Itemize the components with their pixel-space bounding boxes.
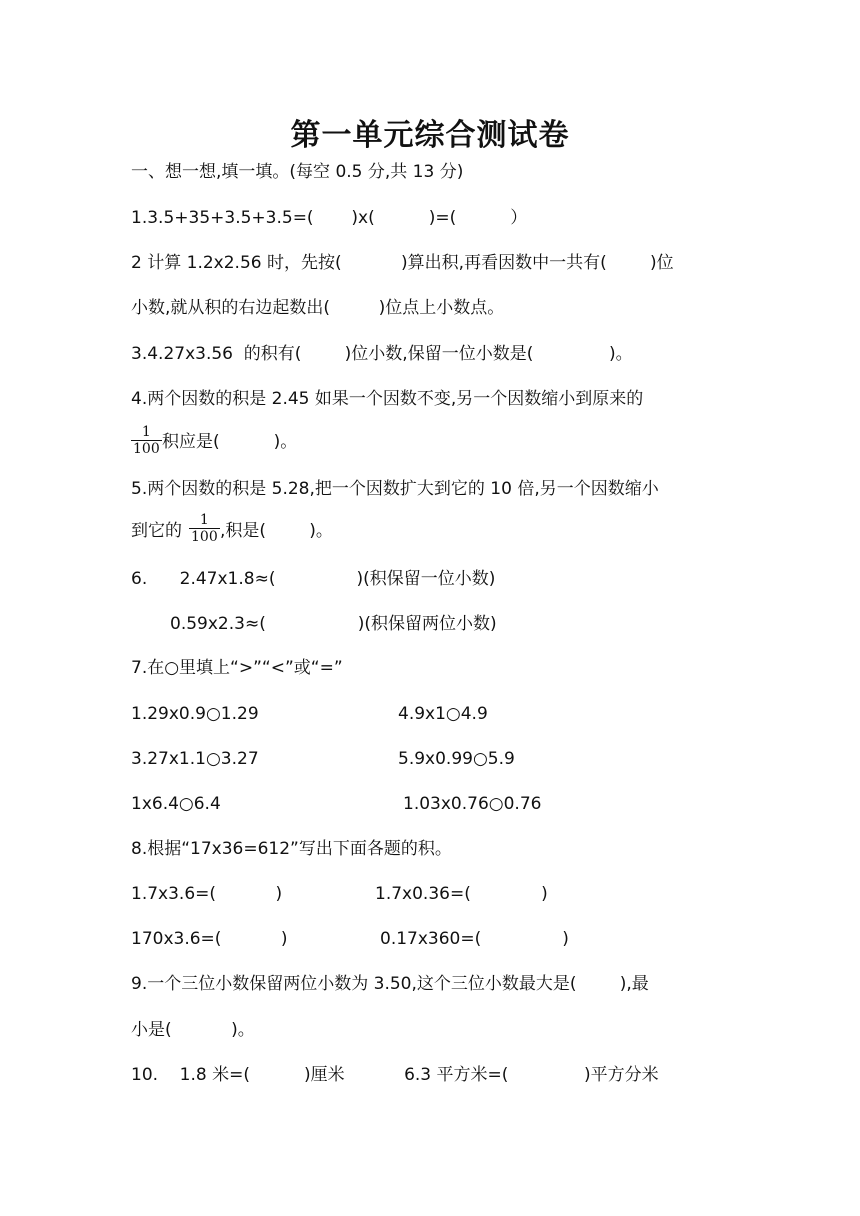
compare-item: 1x6.4○6.4: [131, 794, 221, 814]
fraction-denominator: 100: [133, 441, 160, 457]
product-item: 0.17x360=( ): [380, 929, 569, 949]
fraction-numerator: 1: [141, 424, 151, 440]
page-title: 第一单元综合测试卷: [290, 118, 570, 153]
product-item: 1.7x3.6=( ): [131, 884, 283, 904]
compare-item: 5.9x0.99○5.9: [398, 749, 515, 769]
question-2-line-2: 小数,就从积的右边起数出( )位点上小数点。: [131, 298, 505, 318]
question-6-line-2: 0.59x2.3≈( )(积保留两位小数): [170, 614, 497, 634]
question-5-line-2-start: 到它的: [131, 521, 182, 541]
question-5-line-2-end: ,积是( )。: [220, 521, 333, 541]
compare-item: 3.27x1.1○3.27: [131, 749, 259, 769]
product-item: 170x3.6=( ): [131, 929, 288, 949]
compare-item: 4.9x1○4.9: [398, 704, 488, 724]
question-7: 7.在○里填上“>”“<”或“=”: [131, 658, 343, 678]
compare-item: 1.03x0.76○0.76: [403, 794, 542, 814]
product-item: 1.7x0.36=( ): [375, 884, 548, 904]
fraction-numerator: 1: [199, 512, 209, 528]
question-3: 3.4.27x3.56 的积有( )位小数,保留一位小数是( )。: [131, 344, 633, 364]
compare-item: 1.29x0.9○1.29: [131, 704, 259, 724]
question-9-line-2: 小是( )。: [131, 1020, 255, 1040]
question-4-line-2: 积应是( )。: [162, 432, 298, 452]
fraction-one-hundredth: [131, 424, 162, 457]
question-1: 1.3.5+35+3.5+3.5=( )x( )=( ）: [131, 208, 528, 228]
question-8: 8.根据“17x36=612”写出下面各题的积。: [131, 839, 452, 859]
question-9-line-1: 9.一个三位小数保留两位小数为 3.50,这个三位小数最大是( ),最: [131, 974, 649, 994]
question-4-line-1: 4.两个因数的积是 2.45 如果一个因数不变,另一个因数缩小到原来的: [131, 389, 644, 409]
fraction-one-hundredth: [189, 512, 220, 545]
question-10: 10. 1.8 米=( )厘米 6.3 平方米=( )平方分米: [131, 1065, 659, 1085]
fraction-denominator: 100: [191, 529, 218, 545]
question-2-line-1: 2 计算 1.2x2.56 时，先按( )算出积,再看因数中一共有( )位: [131, 253, 674, 273]
question-6-line-1: 6. 2.47x1.8≈( )(积保留一位小数): [131, 569, 496, 589]
section-heading: 一、想一想,填一填。(每空 0.5 分,共 13 分): [131, 162, 464, 182]
question-5-line-1: 5.两个因数的积是 5.28,把一个因数扩大到它的 10 倍,另一个因数缩小: [131, 479, 659, 499]
